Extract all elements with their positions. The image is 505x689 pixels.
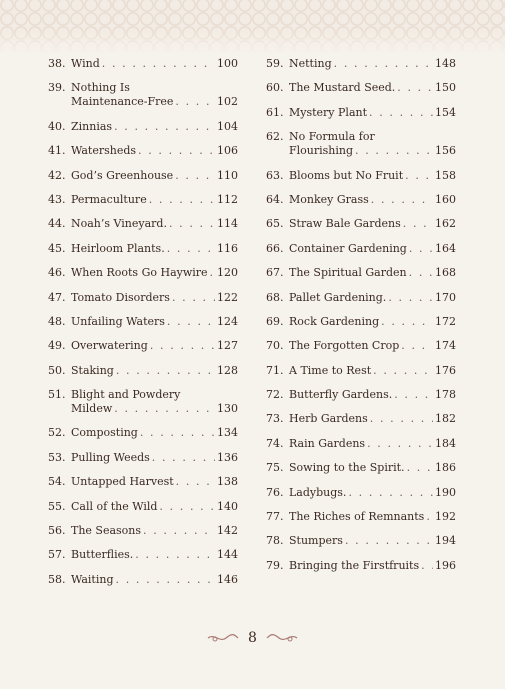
toc-entry-number: 53. [48, 450, 66, 464]
dot-leader [334, 57, 433, 71]
toc-entry [48, 57, 238, 71]
toc-entry-line [266, 388, 456, 402]
toc-entry-title: Blooms but No Fruit [289, 168, 404, 182]
toc-entry-page: 168 [435, 266, 456, 280]
toc-entry-line [266, 412, 456, 426]
toc-entry [48, 81, 238, 109]
toc-entry-title: Mystery Plant [289, 105, 368, 119]
toc-entry-page: 150 [435, 81, 456, 95]
toc-entry [48, 426, 238, 440]
toc-entry-title: Flourishing [289, 144, 354, 158]
dot-leader [114, 402, 215, 416]
toc-entry-title: Rain Gardens [289, 436, 366, 450]
toc-entry-title: Permaculture [71, 192, 147, 206]
toc-entry [266, 315, 456, 329]
toc-entry-line [48, 548, 238, 562]
toc-entry [266, 242, 456, 256]
toc-entry [266, 217, 456, 231]
toc-entry-page: 142 [217, 524, 238, 538]
toc-entry-number: 42. [48, 168, 66, 182]
toc-entry-number: 78. [266, 534, 284, 548]
dot-leader [397, 81, 433, 95]
toc-entry [266, 81, 456, 95]
toc-entry-title: Maintenance-Free [71, 95, 174, 109]
toc-entry-line [48, 81, 238, 95]
toc-entry-line [48, 451, 238, 465]
toc-entry-title: Bringing the Firstfruits [289, 558, 420, 572]
toc-entry-title: Mildew [71, 402, 113, 416]
toc-entry-title: Zinnias [71, 119, 113, 133]
dot-leader [135, 548, 215, 562]
toc-entry-number: 57. [48, 548, 66, 562]
toc-entry-title: Unfailing Waters [71, 314, 165, 328]
toc-entry-page: 194 [435, 534, 456, 548]
toc-entry [48, 120, 238, 134]
toc-entry-title: Straw Bale Gardens [289, 217, 401, 231]
toc-entry [48, 266, 238, 280]
toc-entry-page: 182 [435, 412, 456, 426]
toc-entry [48, 315, 238, 329]
toc-entry [48, 217, 238, 231]
toc-entry-title: Watersheds [71, 144, 137, 158]
dot-leader [138, 144, 215, 158]
toc-entry [48, 500, 238, 514]
dot-leader [348, 486, 433, 500]
dot-leader [114, 120, 215, 134]
toc-entry [48, 548, 238, 562]
toc-entry-page: 136 [217, 450, 238, 464]
toc-entry [48, 339, 238, 353]
toc-entry-page: 164 [435, 241, 456, 255]
toc-entry [48, 144, 238, 158]
dot-leader [394, 388, 433, 402]
toc-entry-page: 112 [217, 192, 238, 206]
toc-entry-number: 44. [48, 217, 66, 231]
toc-entry-line [48, 193, 238, 207]
toc-entry [266, 437, 456, 451]
toc-entry-title: Ladybugs. [289, 485, 347, 499]
toc-entry-page: 172 [435, 314, 456, 328]
toc-entry-page: 192 [435, 510, 456, 524]
toc-entry-line [48, 388, 238, 402]
toc-entry-line [266, 130, 456, 144]
toc-entry-number: 47. [48, 290, 66, 304]
toc-entry-page: 102 [217, 95, 238, 109]
toc-entry-number: 54. [48, 475, 66, 489]
toc-entry-page: 174 [435, 339, 456, 353]
dot-leader [426, 510, 433, 524]
toc-entry-title: Container Gardening [289, 241, 407, 255]
toc-entry-title: Untapped Harvest [71, 475, 174, 489]
toc-entry-title: Netting [289, 57, 332, 70]
toc-entry-title: Pallet Gardening. [289, 290, 387, 304]
toc-entry-line [266, 315, 456, 329]
band-fade [0, 30, 505, 54]
toc-entry [266, 291, 456, 305]
toc-entry-title: Rock Gardening [289, 314, 380, 328]
toc-entry [266, 339, 456, 353]
toc-entry-page: 158 [435, 168, 456, 182]
dot-leader [421, 559, 433, 573]
toc-entry-title: Pulling Weeds [71, 450, 150, 464]
toc-entry-number: 69. [266, 314, 284, 328]
toc-column-left [48, 57, 238, 597]
left-flourish-icon [206, 632, 240, 644]
dot-leader [371, 193, 433, 207]
toc-entry-title: Staking [71, 363, 114, 377]
toc-entry-title: Call of the Wild [71, 499, 158, 513]
toc-entry-title: Overwatering [71, 339, 148, 353]
toc-entry [48, 475, 238, 489]
dot-leader [373, 364, 433, 378]
dot-leader [116, 573, 216, 587]
toc-entry-line [266, 266, 456, 280]
toc-entry-title: Sowing to the Spirit. [289, 461, 405, 475]
toc-entry-page: 120 [217, 266, 238, 280]
toc-entry-page: 162 [435, 217, 456, 231]
dot-leader [407, 461, 433, 475]
toc-entry-page: 106 [217, 144, 238, 158]
dot-leader [159, 500, 215, 514]
toc-entry-number: 65. [266, 217, 284, 231]
toc-entry-line [266, 339, 456, 353]
toc-entry-title: A Time to Rest [289, 363, 372, 377]
toc-entry-page: 160 [435, 192, 456, 206]
toc-entry [266, 388, 456, 402]
dot-leader [116, 364, 215, 378]
toc-entry-line [48, 169, 238, 183]
toc-entry-line [48, 475, 238, 489]
toc-entry [266, 534, 456, 548]
toc-entry-number: 64. [266, 192, 284, 206]
toc-entry [266, 266, 456, 280]
toc-entry-page: 154 [435, 105, 456, 119]
toc-entry-line [48, 402, 238, 416]
toc-entry-number: 61. [266, 105, 284, 119]
toc-entry-title: The Spiritual Garden [289, 266, 407, 280]
right-flourish-icon [265, 632, 299, 644]
toc-entry-number: 70. [266, 339, 284, 353]
dot-leader [150, 339, 215, 353]
toc-entry-line [48, 266, 238, 280]
toc-entry-line [48, 524, 238, 538]
toc-entry [48, 573, 238, 587]
toc-entry-number: 55. [48, 499, 66, 513]
toc-entry-page: 116 [217, 241, 238, 255]
toc-entry-line [48, 217, 238, 231]
dot-leader [167, 315, 215, 329]
toc-entry [266, 486, 456, 500]
toc-entry-number: 77. [266, 510, 284, 524]
toc-entry [266, 169, 456, 183]
toc-entry-title: Herb Gardens [289, 412, 368, 426]
toc-entry-line [48, 242, 238, 256]
dot-leader [172, 291, 215, 305]
toc-entry-title: Waiting [71, 572, 114, 586]
toc-entry [48, 242, 238, 256]
toc-entry-number: 58. [48, 572, 66, 586]
toc-entry-title: God’s Greenhouse [71, 168, 174, 182]
dot-leader [152, 451, 215, 465]
toc-entry-line [266, 364, 456, 378]
toc-entry-number: 48. [48, 314, 66, 328]
toc-entry-number: 41. [48, 144, 66, 158]
toc-entry-line [266, 57, 456, 71]
toc-entry-number: 59. [266, 57, 284, 70]
toc-entry-page: 128 [217, 363, 238, 377]
page-footer [0, 630, 505, 646]
toc-entry [48, 451, 238, 465]
toc-entry [266, 412, 456, 426]
toc-entry-page: 186 [435, 461, 456, 475]
page-number: 8 [248, 630, 257, 646]
toc-entry [266, 510, 456, 524]
toc-entry-number: 72. [266, 388, 284, 402]
toc-entry-title: Butterfly Gardens. [289, 388, 393, 402]
toc-entry-number: 74. [266, 436, 284, 450]
toc-entry-page: 134 [217, 426, 238, 440]
toc-entry [48, 524, 238, 538]
toc-entry-line [266, 217, 456, 231]
dot-leader [409, 242, 433, 256]
dot-leader [405, 169, 433, 183]
dot-leader [140, 426, 215, 440]
toc-entry-number: 60. [266, 81, 284, 95]
toc-entry-title: The Forgotten Crop [289, 339, 400, 353]
toc-entry-number: 71. [266, 363, 284, 377]
toc-entry-number: 63. [266, 168, 284, 182]
toc-entry-page: 140 [217, 499, 238, 513]
toc-entry-page: 127 [217, 339, 238, 353]
dot-leader [388, 291, 433, 305]
toc-entry-title: Butterflies. [71, 548, 134, 562]
toc-entry [266, 461, 456, 475]
toc-entry-page: 156 [435, 144, 456, 158]
toc-entry-number: 51. [48, 388, 66, 402]
toc-entry-line [48, 144, 238, 158]
toc-entry-line [266, 534, 456, 548]
toc-entry-title: Nothing Is [71, 81, 130, 95]
toc-entry-title: When Roots Go Haywire [71, 266, 208, 280]
toc-entry-line [266, 559, 456, 573]
toc-entry-number: 68. [266, 290, 284, 304]
toc-entry-title: Noah’s Vineyard. [71, 217, 167, 231]
toc-entry-number: 39. [48, 81, 66, 95]
toc-entry-line [48, 57, 238, 71]
toc-entry-number: 73. [266, 412, 284, 426]
toc-entry [266, 57, 456, 71]
dot-leader [367, 437, 433, 451]
dot-leader [176, 475, 215, 489]
dot-leader [403, 217, 433, 231]
toc-entry-page: 184 [435, 436, 456, 450]
dot-leader [102, 57, 215, 71]
toc-entry-line [266, 81, 456, 95]
toc-entry-title: Blight and Powdery [71, 388, 181, 402]
toc-entry-line [266, 291, 456, 305]
dot-leader [370, 412, 433, 426]
toc-entry [48, 364, 238, 378]
toc-entry [266, 193, 456, 207]
toc-entry-line [48, 364, 238, 378]
toc-entry-number: 67. [266, 266, 284, 280]
toc-entry-line [48, 95, 238, 109]
toc-entry-line [266, 461, 456, 475]
dot-leader [345, 534, 433, 548]
toc-entry-line [48, 426, 238, 440]
toc-entry-title: Stumpers [289, 534, 343, 548]
toc-entry [266, 130, 456, 158]
toc-entry-line [48, 120, 238, 134]
toc-entry-title: Composting [71, 426, 138, 440]
dot-leader [369, 106, 433, 120]
toc-entry-number: 50. [48, 363, 66, 377]
toc-entry-title: Monkey Grass [289, 192, 369, 206]
dot-leader [409, 266, 433, 280]
toc-entry-title: The Riches of Remnants [289, 510, 425, 524]
toc-entry-page: 138 [217, 475, 238, 489]
toc-entry-page: 110 [217, 168, 238, 182]
toc-entry-page: 104 [217, 119, 238, 133]
toc-entry-title: Wind [71, 57, 100, 70]
toc-entry-number: 46. [48, 266, 66, 280]
toc-entry-line [266, 510, 456, 524]
dot-leader [401, 339, 433, 353]
toc-entry-number: 45. [48, 241, 66, 255]
toc-entry-page: 124 [217, 314, 238, 328]
toc-column-right [266, 57, 456, 583]
toc-entry-number: 56. [48, 524, 66, 538]
toc-entry-page: 176 [435, 363, 456, 377]
toc-entry-number: 52. [48, 426, 66, 440]
toc-entry-title: The Mustard Seed. [289, 81, 396, 95]
toc-entry-line [48, 339, 238, 353]
toc-entry-line [266, 486, 456, 500]
toc-entry-title: Heirloom Plants. [71, 241, 165, 255]
toc-entry-page: 178 [435, 388, 456, 402]
toc-entry-line [266, 169, 456, 183]
toc-entry-number: 76. [266, 485, 284, 499]
dot-leader [355, 144, 433, 158]
dot-leader [149, 193, 215, 207]
dot-leader [169, 217, 215, 231]
toc-entry-line [266, 144, 456, 158]
toc-entry-title: Tomato Disorders [71, 290, 170, 304]
toc-entry [48, 169, 238, 183]
toc-entry-number: 66. [266, 241, 284, 255]
toc-entry-number: 43. [48, 192, 66, 206]
dot-leader [175, 169, 215, 183]
toc-entry-line [266, 193, 456, 207]
dot-leader [167, 242, 215, 256]
toc-entry-page: 122 [217, 290, 238, 304]
toc-entry [266, 364, 456, 378]
toc-entry-page: 100 [217, 57, 238, 70]
toc-entry-number: 40. [48, 119, 66, 133]
toc-entry [48, 193, 238, 207]
toc-entry-number: 62. [266, 130, 284, 144]
toc-entry-line [48, 291, 238, 305]
dot-leader [175, 95, 215, 109]
toc-entry-line [48, 573, 238, 587]
toc-entry-line [266, 106, 456, 120]
dot-leader [381, 315, 433, 329]
toc-entry-page: 170 [435, 290, 456, 304]
toc-entry-line [48, 315, 238, 329]
toc-entry-page: 148 [435, 57, 456, 70]
toc-entry [266, 106, 456, 120]
toc-entry-page: 190 [435, 485, 456, 499]
toc-entry-page: 196 [435, 558, 456, 572]
dot-leader [143, 524, 215, 538]
toc-entry-number: 38. [48, 57, 66, 70]
toc-entry-line [266, 437, 456, 451]
toc-entry [48, 388, 238, 416]
toc-entry-page: 130 [217, 402, 238, 416]
toc-entry-page: 144 [217, 548, 238, 562]
toc-entry-page: 146 [217, 572, 238, 586]
toc-entry-title: The Seasons [71, 524, 142, 538]
toc-entry-title: No Formula for [289, 130, 375, 144]
toc-entry-number: 75. [266, 461, 284, 475]
toc-entry-number: 49. [48, 339, 66, 353]
toc-entry-page: 114 [217, 217, 238, 231]
toc-entry-number: 79. [266, 558, 284, 572]
toc-entry-line [266, 242, 456, 256]
dot-leader [210, 266, 215, 280]
toc-entry [48, 291, 238, 305]
toc-entry [266, 559, 456, 573]
toc-entry-line [48, 500, 238, 514]
